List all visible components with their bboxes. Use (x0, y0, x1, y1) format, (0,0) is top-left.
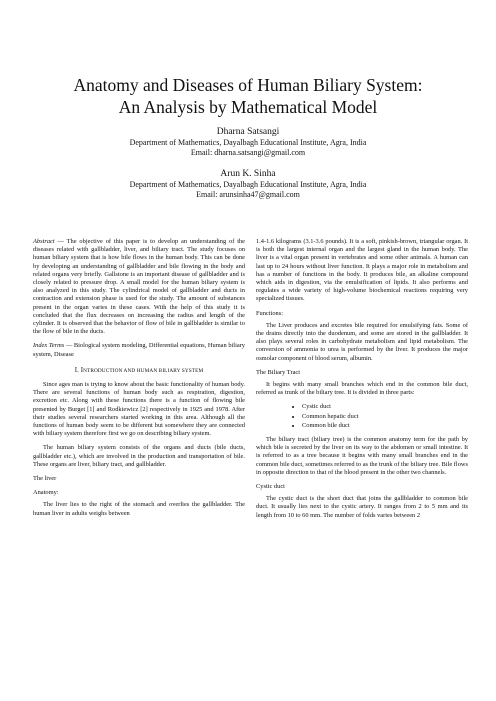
title-line-1: Anatomy and Diseases of Human Biliary System: (73, 75, 423, 95)
paragraph: The human biliary system consists of the organs and ducts (bile ducts, gallbladder etc.), which are involved in the production and transportation of bile. These organs are liver, biliary tract, and gallbladder. (33, 444, 245, 468)
paragraph: Since ages man is trying to know about the basic functionality of human body. There are several functions of human body such as respiration, digestion, excretion etc. Along with these functions there is a function of flowing bile presented by Burget [1] and Rodkiewicz [2] respectively in 1925 and 1978. After their studies several researchers started working in this area. Although all the functions of human body seem to be different but somewhere they are connected with biliary system therefore first we go on describing biliary system. (33, 381, 245, 438)
author-email: Email: dharna.satsangi@gmail.com (190, 147, 306, 157)
paragraph: It begins with many small branches which end in the common bile duct, referred as trunk of the biliary tree. It is divided in three parts: (256, 381, 468, 397)
left-column (33, 238, 245, 524)
subsection-heading-functions: Functions: (256, 309, 283, 317)
abstract-text: — The objective of this paper is to develop an understanding of the diseases related with gallbladder, liver, and biliary tract. The study focuses on human biliary system that is how bile flows in the human body. This can be done by developing an understanding of gallbladder and bile flowing in the body and related organs very briefly. Gallstone is an important disease of gallbladder and is closely related to pressure drop. A small model for the human biliary system is also analyzed in this study. The cylindrical model of gallbladder and ducts in contraction and extension phase is used for the study. The amount of substances present in the organ varies in these cases. With the help of this study it is concluded that the flux decreases on increasing the radius and length of the cylinder. It is observed that the behavior of flow of bile in gallbladder is similar to the flow of bile in the ducts. (33, 238, 245, 336)
index-terms-label: Index Terms (33, 342, 65, 350)
author-name: Arun K. Sinha (220, 169, 276, 179)
author-affiliation: Department of Mathematics, Dayalbagh Educational Institute, Agra, India (129, 180, 367, 189)
list-item: • Cystic duct (302, 403, 468, 411)
paragraph: The liver lies to the right of the stomach and overlies the gallbladder. The human liver in adults weighs between (33, 501, 245, 517)
section-heading: I. INTRODUCTION AND HUMAN BILIARY SYSTEM (74, 366, 204, 374)
index-terms-text: — Biological system modeling, Differential equations, Human biliary system, Disease (33, 342, 246, 358)
author-email: Email: arunsinha47@gmail.com (196, 189, 300, 199)
paragraph: 1.4-1.6 kilograms (3.1-3.6 pounds). It is a soft, pinkish-brown, triangular organ. It is both the largest internal organ and the largest gland in the human body. The liver is a vital organ present in vertebrates and some other animals. A human can last up to 24 hours without liver function. It plays a major role in metabolism and has a number of functions in the body. It produces bile, an alkaline compound which aids in digestion, via the emulsification of lipids. It also performs and regulates a wide variety of high-volume biochemical reactions requiring very specialized tissues. (256, 238, 468, 303)
subsection-heading-biliary-tract: The Biliary Tract (256, 368, 301, 376)
list-item: • Common bile duct (302, 422, 468, 430)
paragraph: The cystic duct is the short duct that joins the gallbladder to common bile duct. It usually lies next to the cystic artery. It ranges from 2 to 5 mm and its length from 10 to 60 mm. The number of folds varies between 2 (256, 495, 468, 519)
author-block-2 (20, 168, 476, 199)
biliary-parts-list (256, 403, 468, 430)
right-column (256, 238, 468, 526)
subsection-heading-cystic-duct: Cystic duct (256, 483, 285, 491)
subsection-heading-liver: The liver (33, 475, 57, 483)
subsection-heading-anatomy: Anatomy: (33, 489, 59, 497)
abstract (33, 238, 245, 336)
index-terms (33, 342, 245, 358)
paper-title (20, 74, 476, 118)
title-line-2: An Analysis by Mathematical Model (118, 97, 378, 117)
paragraph: The biliary tract (biliary tree) is the common anatomy term for the path by which bile is secreted by the liver on its way to the abdomen or small intestine. It is referred to as a tree because it begins with many small branches end in the common bile duct, sometimes referred to as the trunk of the biliary tree. Bile flows in opposite direction to that of the blood present in the other two channels. (256, 436, 468, 476)
author-name: Dharna Satsangi (216, 127, 280, 137)
list-item: • Common hepatic duct (302, 413, 468, 421)
abstract-label: Abstract (33, 238, 55, 245)
author-block-1 (20, 126, 476, 157)
author-affiliation: Department of Mathematics, Dayalbagh Educational Institute, Agra, India (129, 138, 367, 147)
paragraph: The Liver produces and excretes bile required for emulsifying fats. Some of the drains directly into the duodenum, and some are stored in the gallbladder. It also plays several roles in carbohydrate metabolism and lipid metabolism. The conversion of ammonia to urea is performed by the liver. It produces the major osmolar component of blood serum, albumin. (256, 321, 468, 362)
